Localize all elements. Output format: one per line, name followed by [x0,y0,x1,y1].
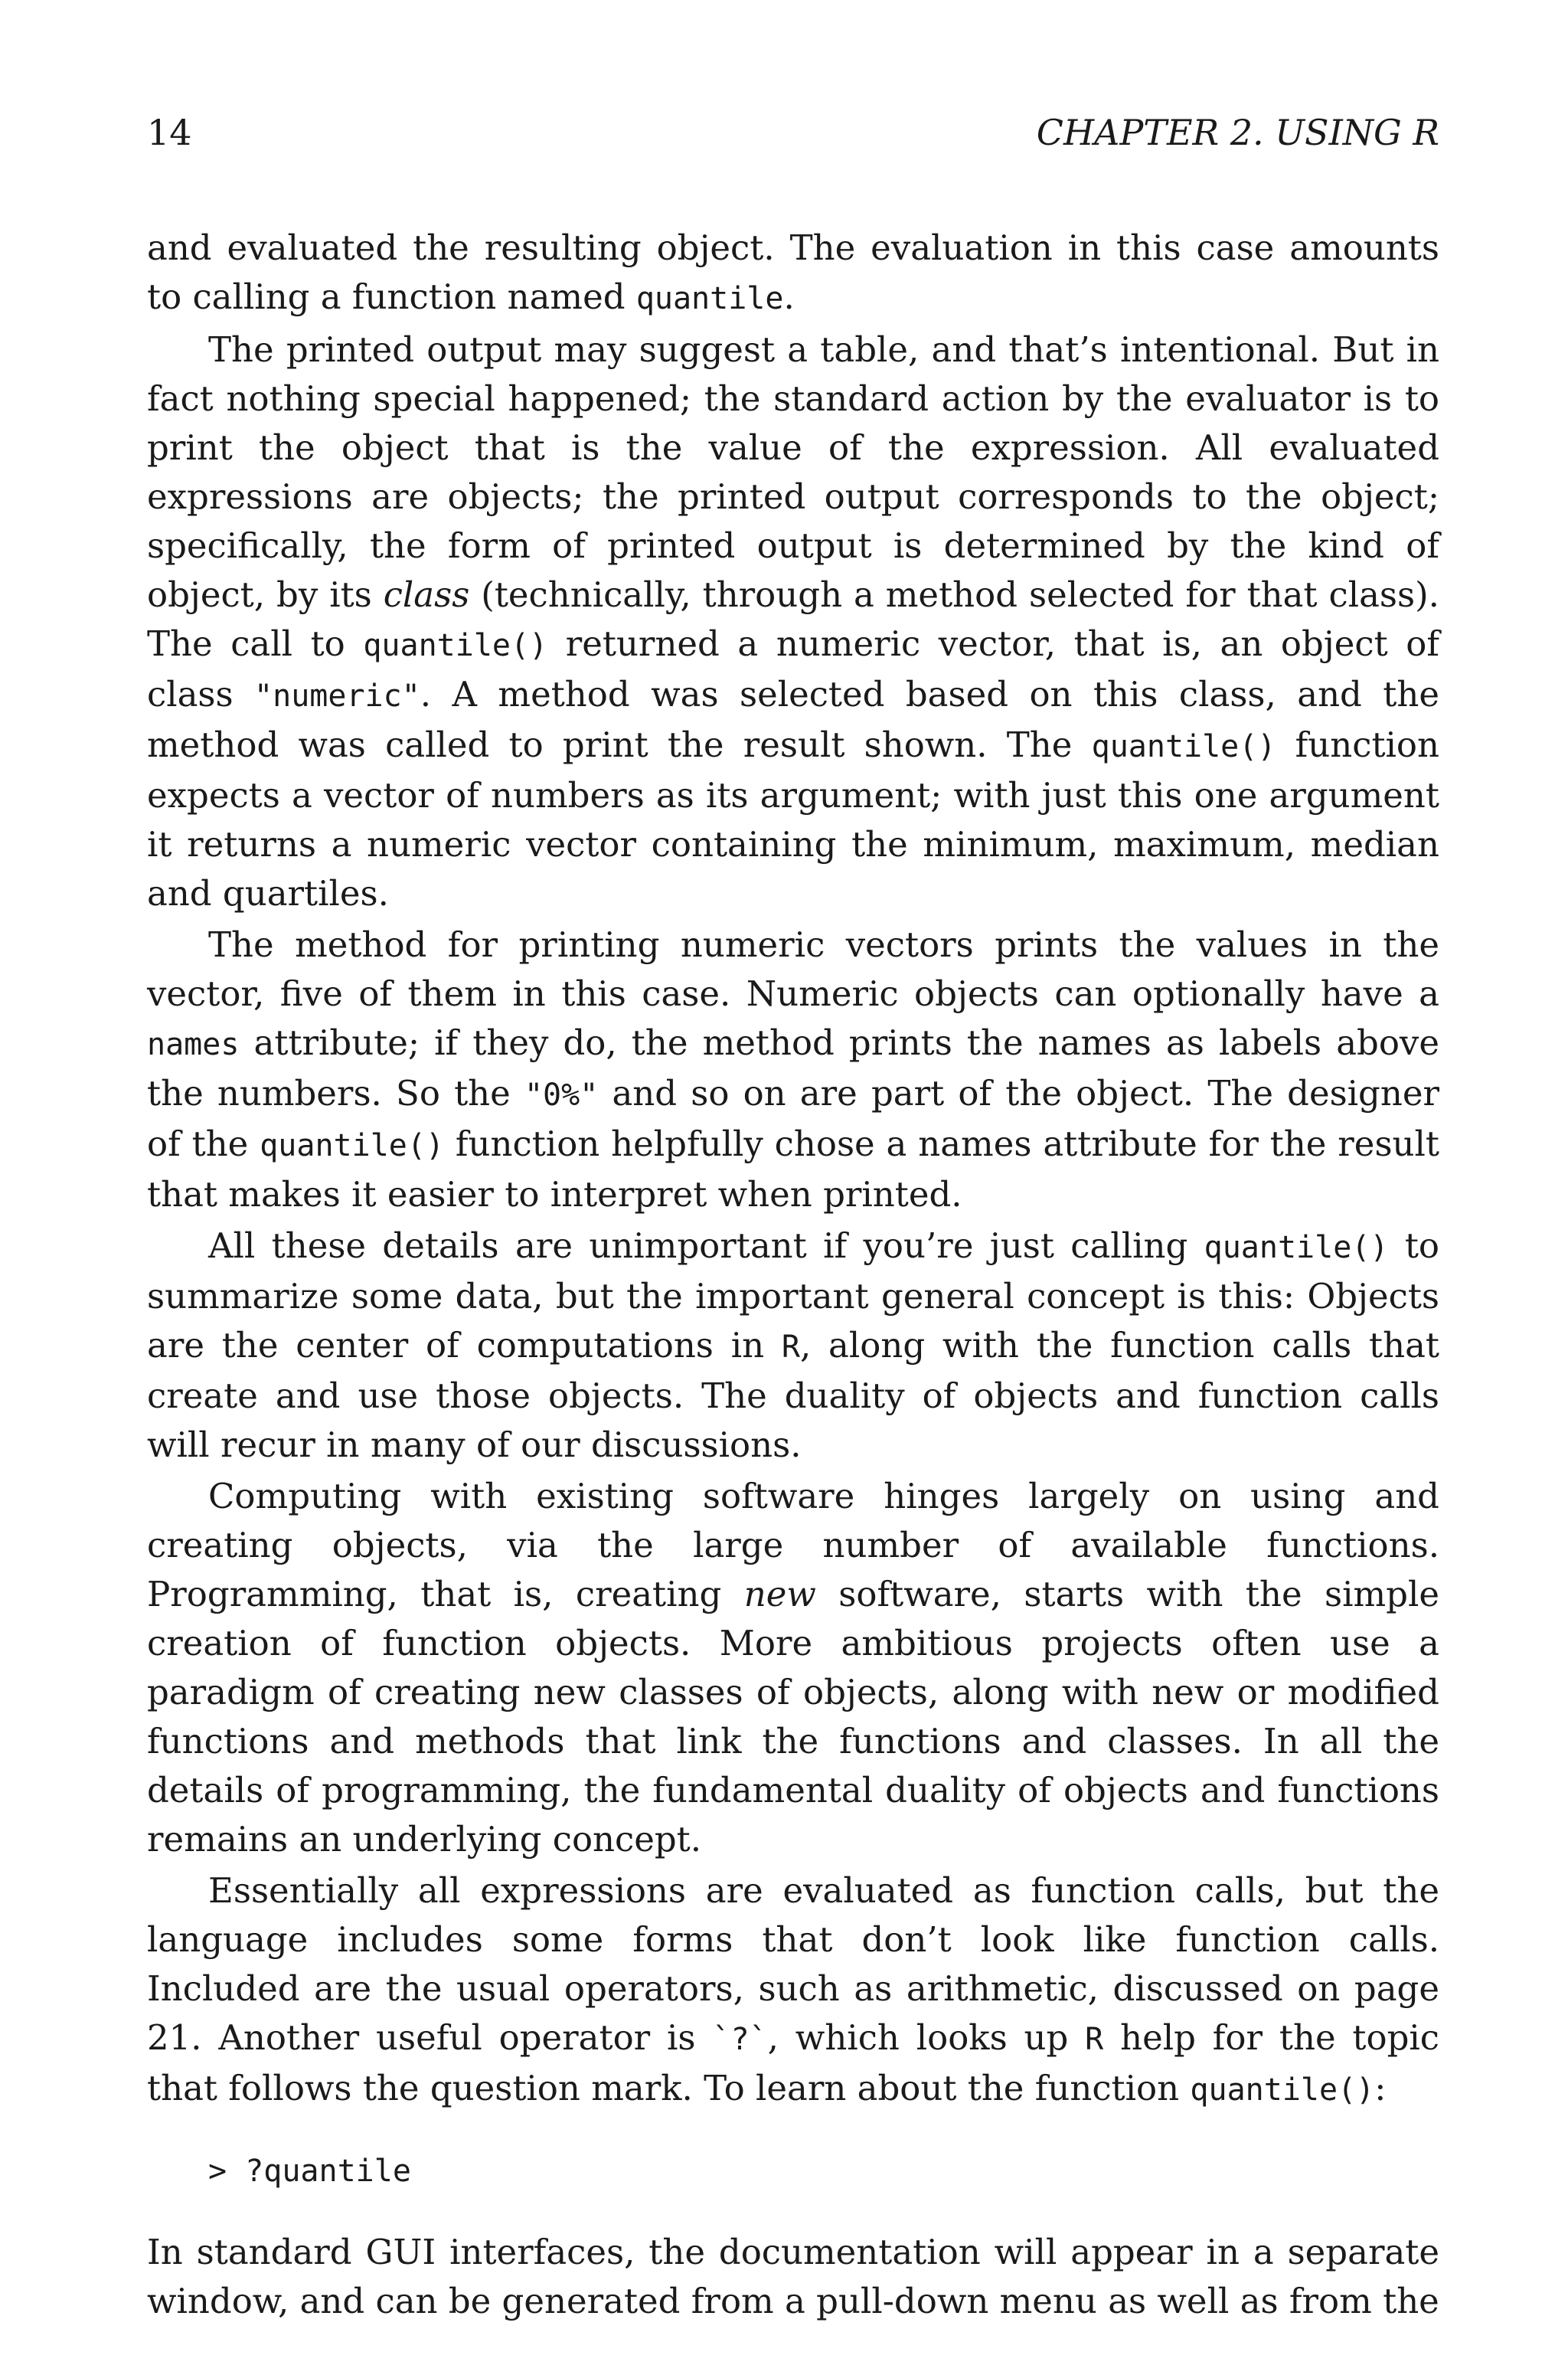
inline-code: "numeric" [254,679,420,714]
inline-code: quantile() [260,1128,445,1163]
text-run: function helpfully chose a names attribute for the result that makes it easier to interpret when printed. [147,1124,1439,1215]
paragraph [147,2228,1439,2326]
text-run: to summarize some data, but the important general concept is this: Objects are the center of computations in [147,1225,1440,1366]
text-run: software, starts with the simple creation of function objects. More ambitious projects often use a paradigm of creating new classes of objects, along with new or modified functions and methods that link the functions and classes. In all the details of programming, the fundamental duality of objects and functions remains an underlying concept. [147,1574,1439,1860]
inline-code: quantile [635,281,784,316]
text-run: Essentially all expressions are evaluated as function calls, but the language includes some forms that don’t look like function calls. Included are the usual operators, such as arithmetic, discussed on page 21. Another useful operator is [147,1870,1439,2058]
inline-code: quantile() [363,628,548,663]
text-run: , which looks up [767,2017,1086,2058]
inline-code: R [1085,2022,1104,2057]
inline-code: quantile() [1204,1230,1389,1265]
text-run: and evaluated the resulting object. The evaluation in this case amounts to calling a function named [147,227,1439,317]
text-run: The printed output may suggest a table, and that’s intentional. But in fact nothing special happened; the standard action by the evaluator is to print the object that is the value of the expression. All evaluated expressions are objects; the printed output corresponds to the object; specifically, the form of printed output is determined by the kind of object, by its [147,329,1439,615]
text-run: The method for printing numeric vectors prints the values in the vector, five of them in this case. Numeric objects can optionally have a [147,924,1439,1014]
text-run: . A method was selected based on this class, and the method was called to print the result shown. The [147,674,1439,765]
text-run: All these details are unimportant if you’re just calling [208,1225,1204,1266]
paragraph [147,1866,1439,2115]
text-run: . [783,276,795,317]
inline-code: quantile() [1190,2072,1375,2108]
text-run: help for the topic that follows the question mark. To learn about the function [147,2017,1439,2108]
paragraph [147,921,1439,1219]
body-text [147,224,1439,2326]
text-run: and so on are part of the object. The designer of the [147,1073,1439,1164]
emphasis: new [743,1574,816,1614]
text-run: (technically, through a method selected for that class). The call to [147,574,1439,664]
emphasis: class [383,574,470,615]
inline-code: names [147,1027,240,1062]
paragraph [147,1472,1439,1864]
inline-code: R [781,1330,800,1365]
paragraph [147,224,1439,323]
text-run: attribute; if they do, the method prints the names as labels above the numbers. So the [147,1022,1439,1114]
code-block: > ?quantile [208,2154,411,2189]
text-run: In standard GUI interfaces, the documentation will appear in a separate window, and can be generated from a pull-down menu as well as from the [147,2232,1439,2321]
inline-code: `?` [712,2022,768,2057]
text-run: returned a numeric vector, that is, an object of class [147,623,1439,715]
paragraph [147,325,1439,918]
chapter-title: CHAPTER 2. USING R [1036,112,1439,153]
text-run: function expects a vector of numbers as its argument; with just this one argument it returns a numeric vector containing the minimum, maximum, median and quartiles. [147,725,1439,914]
page-number: 14 [147,112,192,153]
text-run: : [1374,2068,1387,2108]
text-run: , along with the function calls that create and use those objects. The duality of objects and function calls will recur in many of our discussions. [147,1325,1439,1465]
paragraph [147,1222,1439,1470]
inline-code: "0%" [524,1078,599,1113]
running-header [147,112,1439,158]
text-run: Computing with existing software hinges largely on using and creating objects, via the large number of available functions. Programming, that is, creating [147,1476,1439,1614]
inline-code: quantile() [1091,729,1276,764]
